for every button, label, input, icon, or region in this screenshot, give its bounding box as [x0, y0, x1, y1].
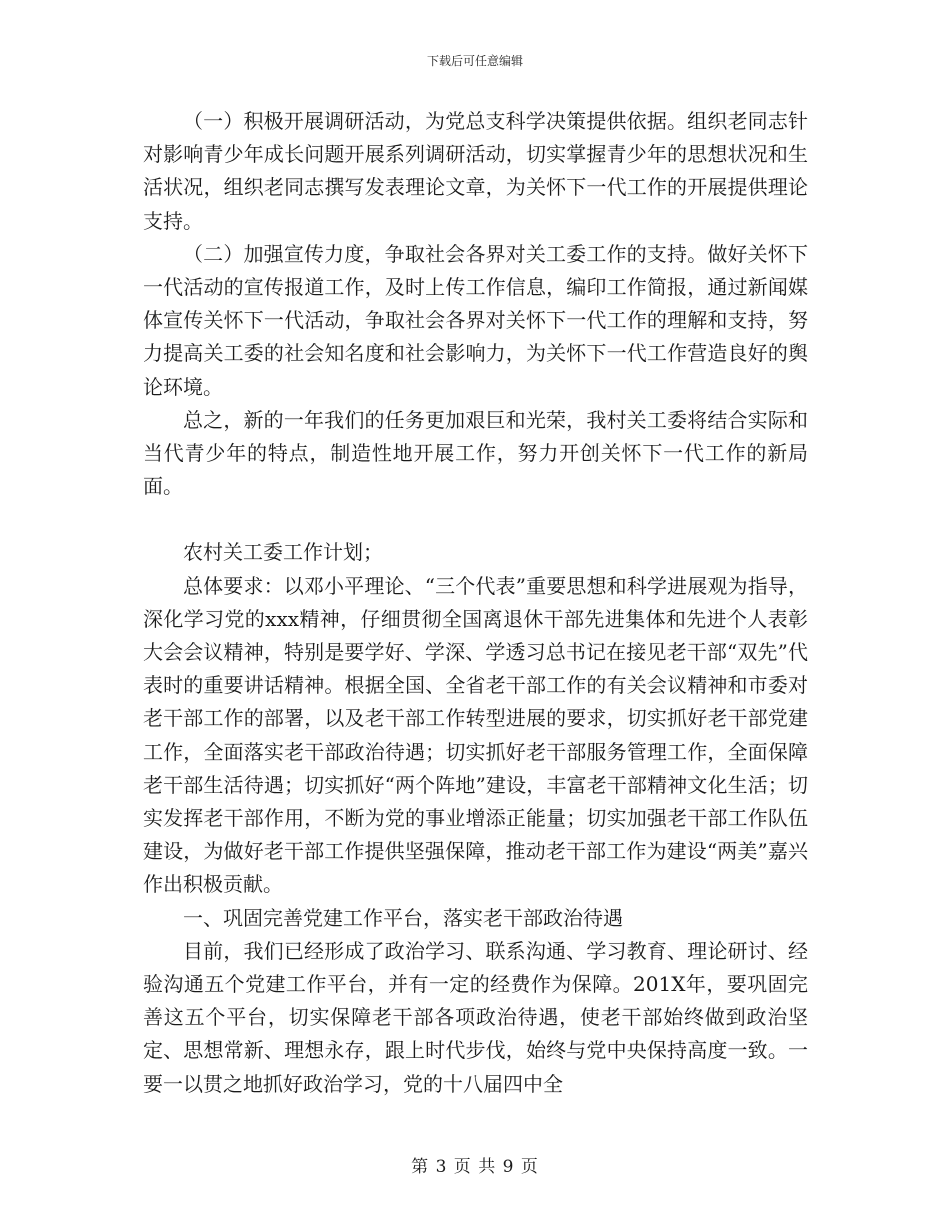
plan-title: 农村关工委工作计划；	[183, 540, 383, 565]
paragraph-summary: 总之，新的一年我们的任务更加艰巨和光荣，我村关工委将结合实际和当代青少年的特点，制造性地开展工作，努力开创关怀下一代工作的新局面。	[143, 407, 808, 499]
paragraph-general-requirements: 总体要求：以邓小平理论、“三个代表”重要思想和科学进展观为指导，深化学习党的xxx精神，仔细贯彻全国离退休干部先进集体和先进个人表彰大会会议精神，特别是要学好、学深、学透习总书记在接见老干部“双先”代表时的重要讲话精神。根据全国、全省老干部工作的有关会议精神和市委对老干部工作的部署，以及老干部工作转型进展的要求，切实抓好老干部党建工作，全面落实老干部政治待遇；切实抓好老干部服务管理工作，全面保障老干部生活待遇；切实抓好“两个阵地”建设，丰富老干部精神文化生活；切实发挥老干部作用，不断为党的事业增添正能量；切实加强老干部工作队伍建设，为做好老干部工作提供坚强保障，推动老干部工作为建设“两美”嘉兴作出积极贡献。	[143, 573, 808, 897]
page-header: 下载后可任意编辑	[426, 54, 523, 68]
paragraph-publicity: （二）加强宣传力度，争取社会各界对关工委工作的支持。做好关怀下一代活动的宣传报道工作，及时上传工作信息，编印工作简报，通过新闻媒体宣传关怀下一代活动，争取社会各界对关怀下一代工作的理解和支持，努力提高关工委的社会知名度和社会影响力，为关怀下一代工作营造良好的舆论环境。	[143, 241, 808, 399]
paragraph-current-status: 目前，我们已经形成了政治学习、联系沟通、学习教育、理论研讨、经验沟通五个党建工作平台，并有一定的经费作为保障。201X年，要巩固完善这五个平台，切实保障老干部各项政治待遇，使老干部始终做到政治坚定、思想常新、理想永存，跟上时代步伐，始终与党中央保持高度一致。一要一以贯之地抓好政治学习，党的十八届四中全	[143, 938, 808, 1096]
page-footer: 第 3 页 共 9 页	[411, 1157, 539, 1177]
section-heading-one: 一、巩固完善党建工作平台，落实老干部政治待遇	[183, 905, 623, 930]
document-body	[143, 105, 808, 1101]
paragraph-research: （一）积极开展调研活动，为党总支科学决策提供依据。组织老同志针对影响青少年成长问题开展系列调研活动，切实掌握青少年的思想状况和生活状况，组织老同志撰写发表理论文章，为关怀下一代工作的开展提供理论支持。	[143, 109, 808, 233]
